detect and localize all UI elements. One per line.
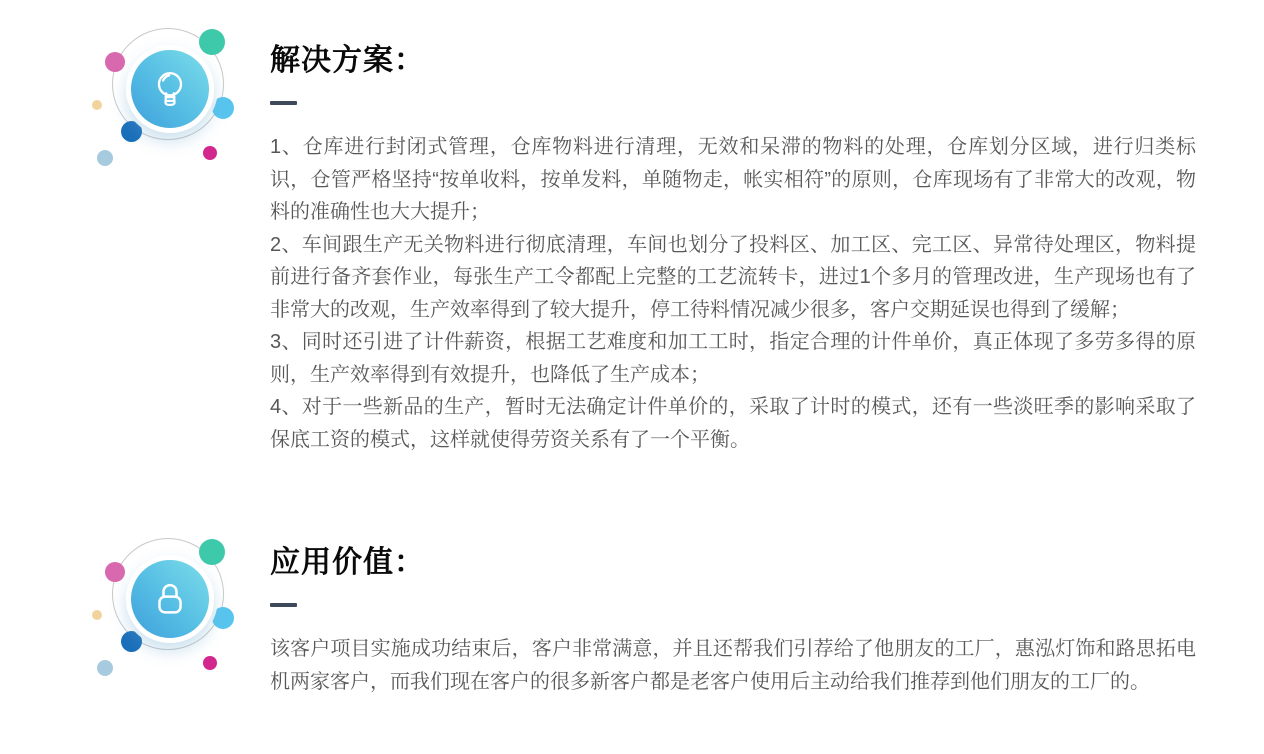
decor-dot-dark-blue <box>121 631 142 652</box>
section-title-value: 应用价值： <box>270 546 425 579</box>
decor-dot-magenta <box>203 656 217 670</box>
section-solution <box>0 28 1264 456</box>
lock-icon <box>126 555 214 643</box>
title-underline-dash <box>270 603 297 607</box>
section-title-solution: 解决方案： <box>270 44 425 77</box>
solution-paragraph-4: 4、对于一些新品的生产，暂时无法确定计件单价的，采取了计时的模式，还有一些淡旺季的影响采取了保底工资的模式，这样就使得劳资关系有了一个平衡。 <box>270 396 1196 451</box>
solution-paragraph-3: 3、同时还引进了计件薪资，根据工艺难度和加工工时，指定合理的计件单价，真正体现了多劳多得的原则，生产效率得到有效提升，也降低了生产成本； <box>270 331 1196 386</box>
decor-dot-teal <box>199 29 225 55</box>
section-value <box>0 530 1264 698</box>
solution-icon-badge <box>90 28 240 178</box>
decor-dot-dark-blue <box>121 121 142 142</box>
decor-dot-pink <box>105 562 125 582</box>
solution-paragraph-1: 1、仓库进行封闭式管理，仓库物料进行清理，无效和呆滞的物料的处理，仓库划分区域，进行归类标识，仓管严格坚持“按单收料，按单发料，单随物走，帐实相符”的原则，仓库现场有了非常大的改观，物料的准确性也大大提升； <box>270 136 1196 223</box>
value-paragraph-1: 该客户项目实施成功结束后，客户非常满意，并且还帮我们引荐给了他朋友的工厂，惠泓灯饰和路思拓电机两家客户，而我们现在客户的很多新客户都是老客户使用后主动给我们推荐到他们朋友的工厂的。 <box>270 638 1196 693</box>
decor-dot-sky <box>212 607 234 629</box>
decor-dot-yellow <box>92 100 102 110</box>
value-icon-badge <box>90 538 240 688</box>
decor-dot-magenta <box>203 146 217 160</box>
title-underline-dash <box>270 101 297 105</box>
decor-dot-pale-blue <box>97 150 113 166</box>
decor-dot-pink <box>105 52 125 72</box>
decor-dot-teal <box>199 539 225 565</box>
value-text-block <box>270 633 1196 698</box>
solution-text-block <box>270 131 1196 456</box>
decor-dot-pale-blue <box>97 660 113 676</box>
decor-dot-sky <box>212 97 234 119</box>
lightbulb-icon <box>126 45 214 133</box>
solution-paragraph-2: 2、车间跟生产无关物料进行彻底清理，车间也划分了投料区、加工区、完工区、异常待处理区，物料提前进行备齐套作业，每张生产工令都配上完整的工艺流转卡，进过1个多月的管理改进，生产现场也有了非常大的改观，生产效率得到了较大提升，停工待料情况减少很多，客户交期延误也得到了缓解； <box>270 233 1196 321</box>
decor-dot-yellow <box>92 610 102 620</box>
